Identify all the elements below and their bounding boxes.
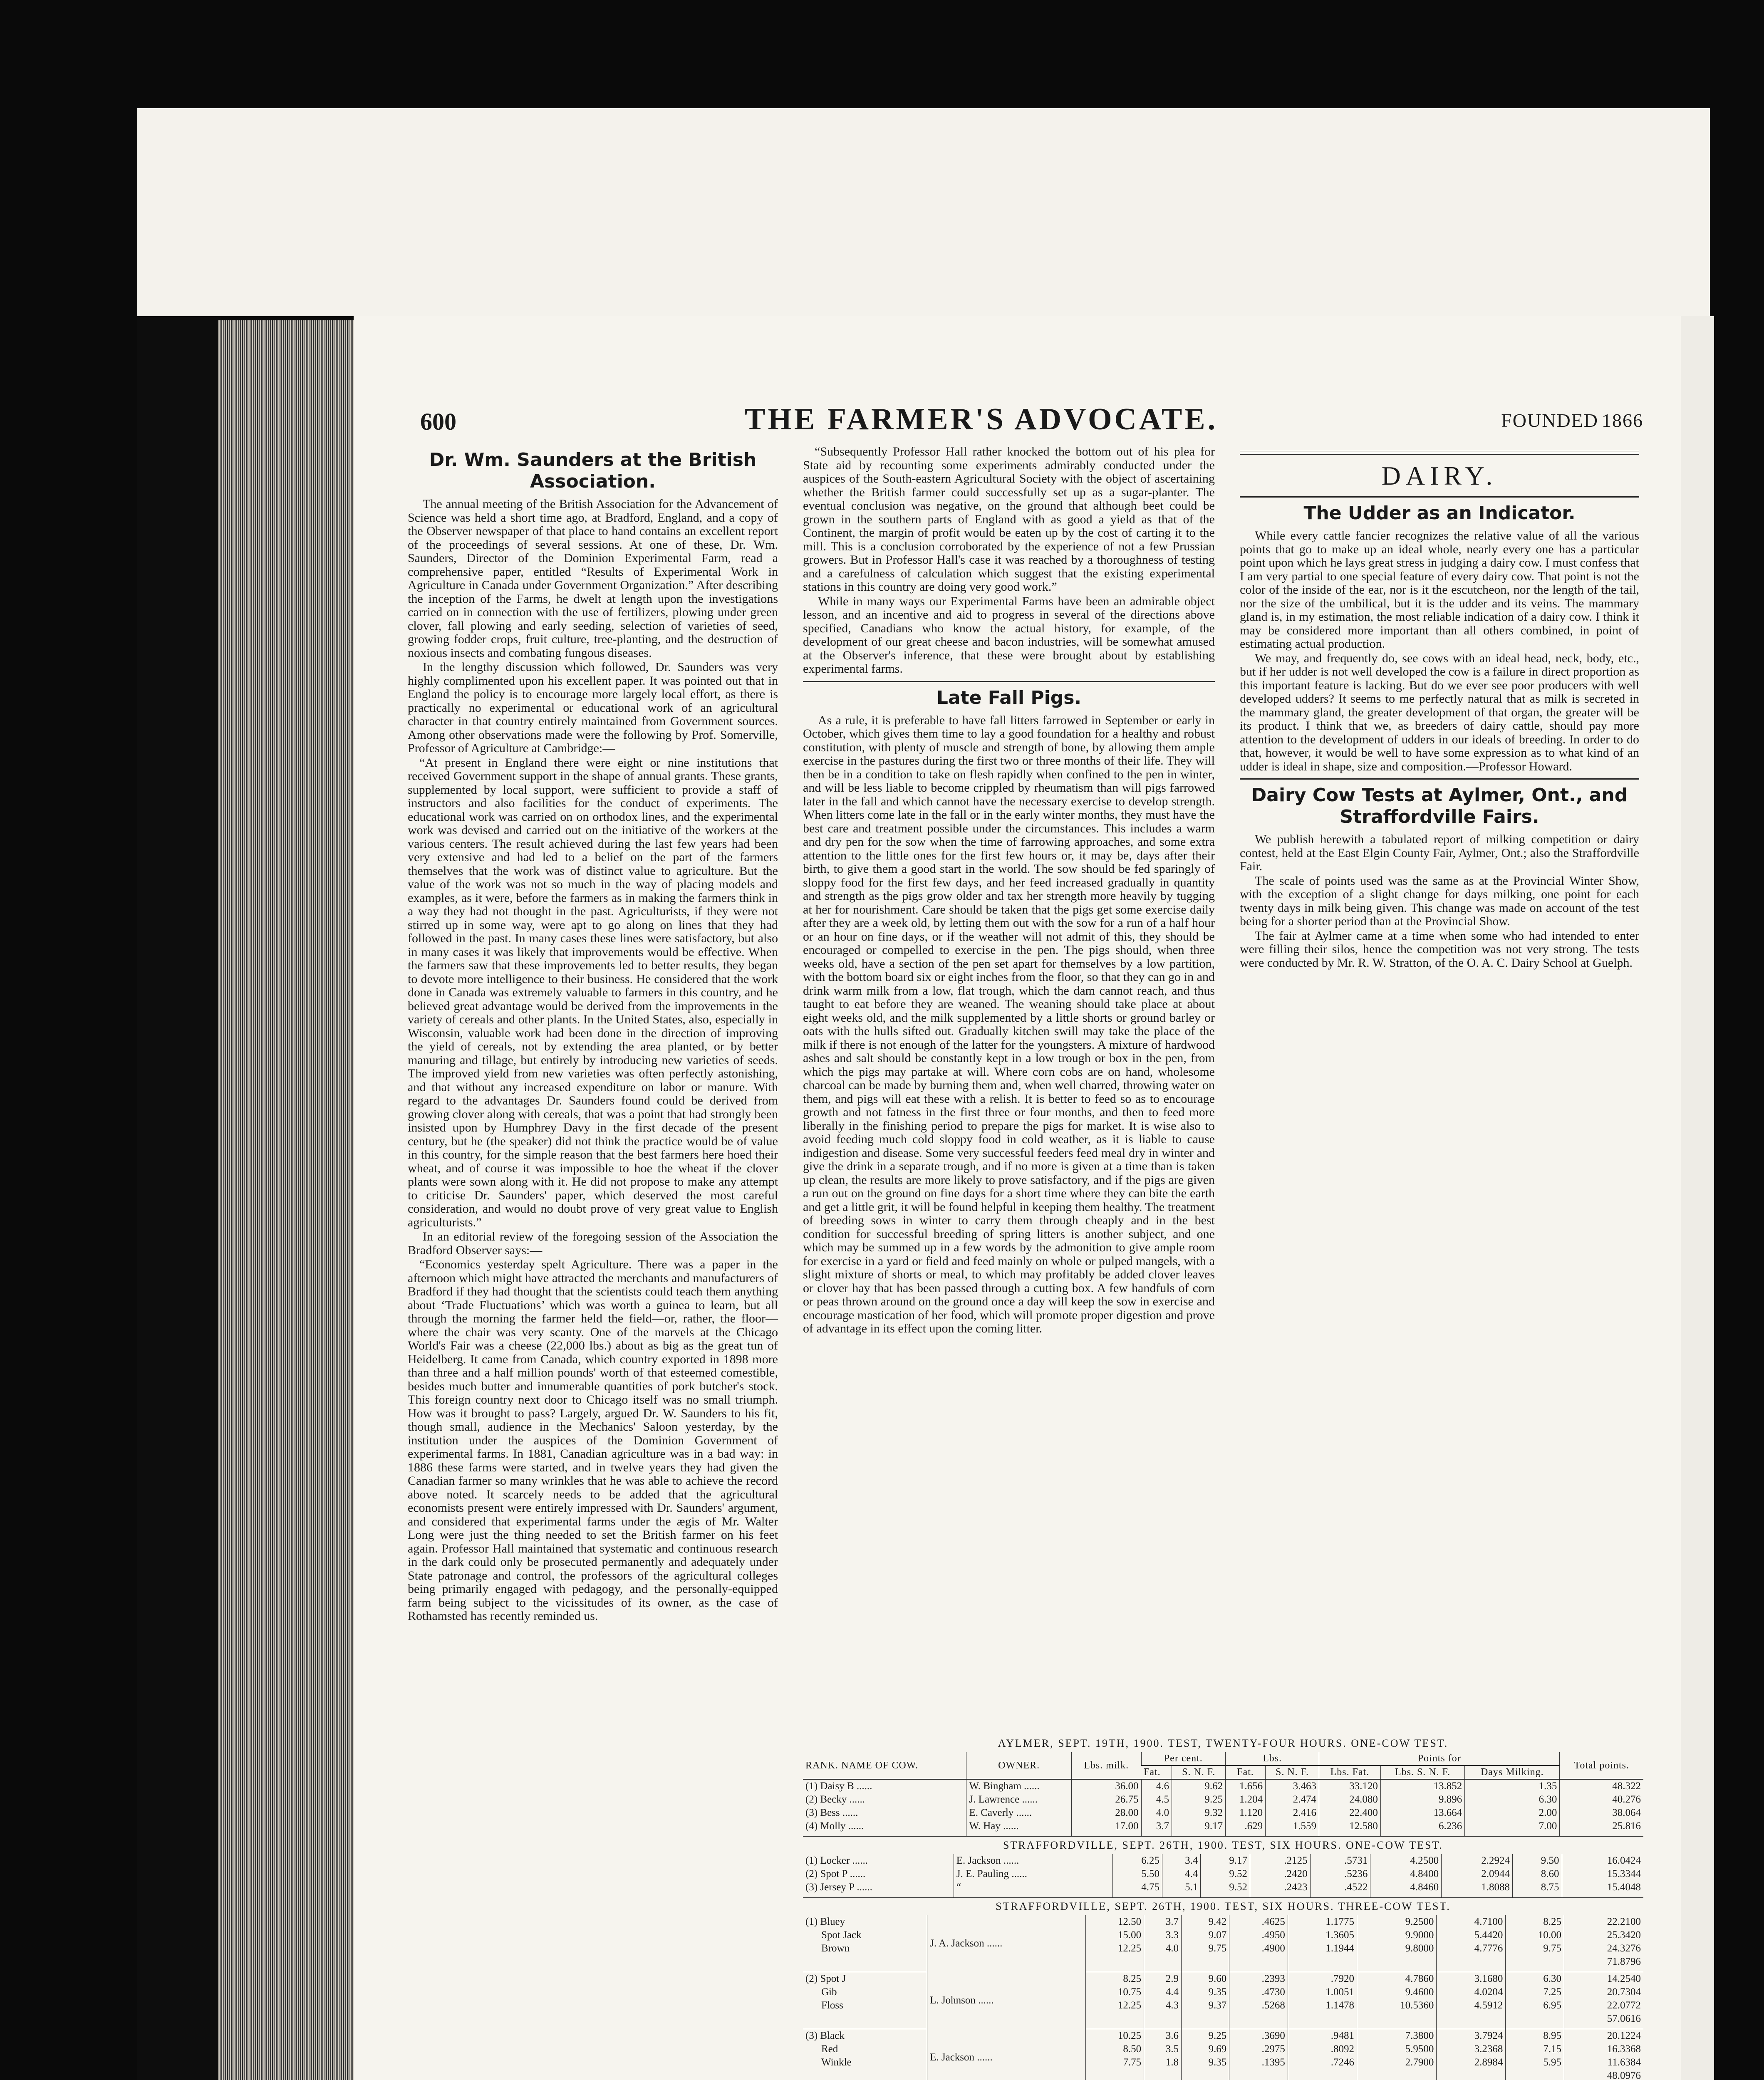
table-body [803, 1854, 1643, 1898]
col-sub-days_milking: Days Milking. [1465, 1766, 1560, 1779]
table-cell: 20.7304 [1564, 1986, 1643, 1999]
table-cell: .9481 [1288, 2029, 1357, 2043]
test-caption: AYLMER, SEPT. 19TH, 1900. TEST, TWENTY-FOUR HOURS. ONE-COW TEST. [998, 1737, 1449, 1749]
table-cell [1144, 2069, 1182, 2080]
article-title-pigs: Late Fall Pigs. [936, 687, 1082, 708]
table-cell [1144, 1955, 1182, 1972]
table-cell: 3.3 [1144, 1929, 1182, 1942]
table-cell: 9.62 [1172, 1779, 1226, 1793]
table-cell: (1) Bluey [805, 1916, 845, 1927]
table-cell: W. Bingham ...... [966, 1779, 1071, 1793]
table-cell: 38.064 [1560, 1806, 1643, 1820]
table-cell: 10.75 [1085, 1986, 1144, 1999]
table-cell: 4.8460 [1370, 1881, 1442, 1898]
dairy-test-tables [803, 1735, 1643, 2080]
paragraph: In an editorial review of the foregoing session of the Association the Bradford Observer says:— [408, 1230, 778, 1257]
table-cell: .2393 [1229, 1972, 1288, 1986]
top-paper-sheet [137, 108, 1710, 316]
table-cell: .8092 [1288, 2043, 1357, 2056]
table-cell: 25.816 [1560, 1820, 1643, 1837]
founded-label: FOUNDED [1501, 410, 1598, 431]
table-cell: 9.35 [1182, 2056, 1229, 2069]
table-cell: 4.7776 [1437, 1942, 1506, 1955]
table-cell: 24.080 [1319, 1793, 1381, 1806]
table-cell: 3.6 [1144, 2029, 1182, 2043]
table-cell: 7.00 [1465, 1820, 1560, 1837]
table-cell: 16.3368 [1564, 2043, 1643, 2056]
table-cell: .4522 [1310, 1881, 1370, 1898]
table-cell: 17.00 [1071, 1820, 1141, 1837]
table-cell: 7.15 [1506, 2043, 1564, 2056]
table-row [803, 1806, 1643, 1820]
paragraph: The scale of points used was the same as at the Provincial Winter Show, with the exception of a slight change for days milking, one point for each twenty days in milk being given. This change was made on account of the test being for a shorter period than at the Provincial Show. [1240, 874, 1639, 928]
table-cell: (1) Daisy B ...... [805, 1780, 872, 1792]
col-points-for: Points for [1319, 1752, 1560, 1766]
table-cell: 28.00 [1071, 1806, 1141, 1820]
table-cell [1182, 2012, 1229, 2029]
table-cell: 48.322 [1560, 1779, 1643, 1793]
col-per-cent: Per cent. [1141, 1752, 1226, 1766]
table-cell: .4900 [1229, 1942, 1288, 1955]
article-title-saunders: Dr. Wm. Saunders at the British Association. [429, 449, 757, 492]
table-cell: 20.1224 [1564, 2029, 1643, 2043]
table-cell: 22.2100 [1564, 1915, 1643, 1929]
table-body [803, 1779, 1643, 1837]
table-cell: 8.25 [1085, 1972, 1144, 1986]
table-cell: 1.204 [1226, 1793, 1266, 1806]
table-cell: Spot Jack [821, 1929, 862, 1941]
table-cell: 22.400 [1319, 1806, 1381, 1820]
table-cell: 1.656 [1226, 1779, 1266, 1793]
table-cell: 9.17 [1172, 1820, 1226, 1837]
masthead: THE FARMER'S ADVOCATE. [745, 402, 1218, 436]
table-cell: 4.0204 [1437, 1986, 1506, 1999]
table-row [803, 1867, 1643, 1881]
table-cell: 4.5 [1141, 1793, 1172, 1806]
table-cell: 9.32 [1172, 1806, 1226, 1820]
table-cell: 12.50 [1085, 1915, 1144, 1929]
table-cell [1144, 2012, 1182, 2029]
table-cell: 12.580 [1319, 1820, 1381, 1837]
table-cell: (3) Black [805, 2030, 845, 2041]
table-cell [1182, 1955, 1229, 1972]
table-cell [1437, 1955, 1506, 1972]
table-cell: 8.75 [1512, 1881, 1562, 1898]
table-cell: 9.896 [1380, 1793, 1464, 1806]
table-cell: 3.7 [1141, 1820, 1172, 1837]
table-cell [1085, 2012, 1144, 2029]
table-cell [1085, 2069, 1144, 2080]
table-cell: 4.0 [1141, 1806, 1172, 1820]
table-cell [1229, 1955, 1288, 1972]
table-cell: 3.7924 [1437, 2029, 1506, 2043]
table-cell: 9.8000 [1357, 1942, 1436, 1955]
table-cell: .4625 [1229, 1915, 1288, 1929]
table-cell: 9.25 [1172, 1793, 1226, 1806]
table-cell: .4730 [1229, 1986, 1288, 1999]
table-cell: (3) Bess ...... [805, 1807, 858, 1818]
table-cell: 4.7860 [1357, 1972, 1436, 1986]
table-cell: .5731 [1310, 1854, 1370, 1867]
table-cell: 4.3 [1144, 1999, 1182, 2012]
table-cell: 15.00 [1085, 1929, 1144, 1942]
table-cell: 36.00 [1071, 1779, 1141, 1793]
table-cell: 5.50 [1113, 1867, 1162, 1881]
col-lbs-milk: Lbs. milk. [1071, 1752, 1141, 1779]
table-straffordville-one-cow [803, 1854, 1643, 1898]
table-cell: 6.30 [1465, 1793, 1560, 1806]
table-cell: 9.60 [1182, 1972, 1229, 1986]
table-cell: 2.9 [1144, 1972, 1182, 1986]
table-cell: 1.1944 [1288, 1942, 1357, 1955]
table-cell: W. Hay ...... [966, 1820, 1071, 1837]
table-cell: (2) Spot J [805, 1973, 846, 1984]
table-cell: 11.6384 [1564, 2056, 1643, 2069]
table-cell: 7.3800 [1357, 2029, 1436, 2043]
table-cell: 3.463 [1266, 1779, 1319, 1793]
table-cell [803, 2069, 927, 2080]
table-cell: 1.35 [1465, 1779, 1560, 1793]
table-cell: 9.4600 [1357, 1986, 1436, 1999]
table-cell: 3.7 [1144, 1915, 1182, 1929]
table-cell: .7920 [1288, 1972, 1357, 1986]
table-cell: 8.25 [1506, 1915, 1564, 1929]
paragraph: While in many ways our Experimental Farms have been an admirable object lesson, and an incentive and aid to progress in several of the directions above specified, Canadians who know the actual history, for example, of the development of our great cheese and bacon industries, will be somewhat amused at the Observer's inference, that these were brought about by establishing experimental farms. [803, 594, 1215, 676]
table-cell: 3.4 [1162, 1854, 1200, 1867]
table-cell: 9.9000 [1357, 1929, 1436, 1942]
table-cell: .629 [1226, 1820, 1266, 1837]
column-3 [1240, 445, 1639, 1548]
divider [1240, 496, 1639, 498]
divider [1240, 451, 1639, 455]
table-cell: 22.0772 [1564, 1999, 1643, 2012]
col-lbs: Lbs. [1226, 1752, 1319, 1766]
table-cell: 25.3420 [1564, 1929, 1643, 1942]
table-cell: 4.5912 [1437, 1999, 1506, 2012]
table-row [803, 1854, 1643, 1867]
table-cell: L. Johnson ...... [927, 1972, 1085, 2029]
table-cell: 16.0424 [1562, 1854, 1643, 1867]
table-cell: 1.559 [1266, 1820, 1319, 1837]
article-title-udder: The Udder as an Indicator. [1303, 503, 1576, 524]
table-cell [1357, 1955, 1436, 1972]
table-cell: 40.276 [1560, 1793, 1643, 1806]
table-cell: 9.75 [1506, 1942, 1564, 1955]
table-cell: 10.5360 [1357, 1999, 1436, 2012]
table-cell: 2.2924 [1442, 1854, 1513, 1867]
table-cell: .4950 [1229, 1929, 1288, 1942]
table-cell: 7.75 [1085, 2056, 1144, 2069]
table-cell [1229, 2012, 1288, 2029]
paragraph: We may, and frequently do, see cows with an ideal head, neck, body, etc., but if her udder is not well developed the cow is a failure in direct proportion as this important feature is lacking. But do we ever see poor producers with well developed udders? It seems to me perfectly natural that as milk is secreted in the mammary gland, the greater development of that organ, the greater will be its product. I think that we, as breeders of dairy cattle, should pay more attention to the development of udders in our ideals of breeding. In order to do that, however, it would be well to have some expression as to what kind of an udder is ideal in shape, size and composition.—Professor Howard. [1240, 651, 1639, 773]
paragraph: In the lengthy discussion which followed, Dr. Saunders was very highly complimented upon his excellent paper. It was pointed out that in England the policy is to encourage more largely local effort, as there is practically no experimental or educational work of an agricultural character in that country entirely maintained from Government sources. Among other observations made were the following by Prof. Somerville, Professor of Agriculture at Cambridge:— [408, 660, 778, 755]
table-cell [1288, 1955, 1357, 1972]
table-cell: 9.17 [1201, 1854, 1250, 1867]
table-cell [1506, 1955, 1564, 1972]
col-sub-snf: S. N. F. [1266, 1766, 1319, 1779]
col-total-points: Total points. [1560, 1752, 1643, 1779]
table-cell: 6.25 [1113, 1854, 1162, 1867]
table-cell: 9.75 [1182, 1942, 1229, 1955]
column-2 [803, 445, 1215, 1756]
table-cell [1357, 2012, 1436, 2029]
table-cell: Brown [821, 1943, 850, 1954]
table-cell: 9.50 [1512, 1854, 1562, 1867]
table-cell: 12.25 [1085, 1999, 1144, 2012]
table-row [803, 1972, 1643, 1986]
table-row [803, 2029, 1643, 2043]
table-cell: 2.8984 [1437, 2056, 1506, 2069]
table-cell [1085, 1955, 1144, 1972]
table-cell: 2.0944 [1442, 1867, 1513, 1881]
table-cell [1288, 2012, 1357, 2029]
table-cell [803, 1955, 927, 1972]
column-1 [408, 445, 778, 2018]
group-total: 71.8796 [1564, 1955, 1643, 1972]
table-cell: 5.4420 [1437, 1929, 1506, 1942]
table-cell: .2125 [1250, 1854, 1310, 1867]
divider [803, 681, 1215, 682]
table-cell: 5.95 [1506, 2056, 1564, 2069]
paragraph: The fair at Aylmer came at a time when some who had intended to enter were filling their silos, hence the competition was not very strong. The tests were conducted by Mr. R. W. Stratton, of the O. A. C. Dairy School at Guelph. [1240, 929, 1639, 970]
paragraph: “At present in England there were eight or nine institutions that received Government support in the shape of annual grants. These grants, supplemented by local support, were sufficient to provide a staff of instructors and also facilities for the conduct of experiments. The educational work was carried on on orthodox lines, and the experimental work was devised and carried out on the initiative of the workers at the various centers. The result achieved during the last few years had been very extensive and had led to a belief on the part of the farmers themselves that the work was of distinct value to agriculture. But the value of the work was not so much in the way of placing models and examples, as it were, before the farmers as in making the farmers think in a way they had not thought in the past. Agriculturists, if they were not stirred up in some way, were apt to go along on lines that they had followed in the past. In many cases these lines were satisfactory, but also in many cases it was likely that improvements would be effective. When the farmers saw that these improvements led to better results, they began to devote more intelligence to their business. He considered that the work done in Canada was extremely valuable to farmers in this country, and he believed great advantage would be derived from the improvements in the variety of cereals and other plants. In the United States, also, especially in Wisconsin, valuable work had been done in the direction of improving the yield of cereals, not by extending the area planted, or by better manuring and tillage, but entirely by introducing new varieties of seeds. The improved yield from new varieties was often perfectly astonishing, and that without any increased expenditure on labor or manure. With regard to the advantages Dr. Saunders found could be derived from growing clover along with cereals, that was a point that had strongly been insisted upon by Humphrey Davy in the first decade of the present century, but he (the speaker) did not think the practice would be of value in this country, for the simple reason that the best farmers here hoed their wheat, and of course it was impossible to hoe the wheat if the clover plants were sown along with it. He did not propose to make any attempt to criticise Dr. Saunders' paper, which deserved the most careful consideration, and would no doubt prove of very great value to English agriculturists.” [408, 755, 778, 1229]
table-cell: 7.25 [1506, 1986, 1564, 1999]
table-cell: 9.52 [1201, 1867, 1250, 1881]
table-cell: .2420 [1250, 1867, 1310, 1881]
table-cell: E. Jackson ...... [954, 1854, 1113, 1867]
table-cell: Gib [821, 1986, 837, 1998]
table-aylmer [803, 1752, 1643, 1837]
table-cell: 13.664 [1380, 1806, 1464, 1820]
section-heading-dairy: DAIRY. [1381, 461, 1498, 490]
paragraph: As a rule, it is preferable to have fall litters farrowed in September or early in October, which gives them time to lay a good foundation for a healthy and robust constitution, with plenty of muscle and strength of bone, by allowing them ample exercise in the pastures during the first two or three months of their life. They will then be in a condition to take on flesh rapidly when confined to the pen in winter, and will be less liable to become crippled by rheumatism than will pigs farrowed later in the fall and which cannot have the necessary exercise to develop strength. When litters come late in the fall or in the early winter months, they must have the best care and treatment possible under the circumstances. This includes a warm and dry pen for the sow when the time of farrowing approaches, and some extra attention to the little ones for the first few hours or, it may be, days after their birth, to give them a good start in the world. The sow should be fed sparingly of sloppy food for the first few days, and her feed increased gradually in quantity and strength as the pigs grow older and tax her strength more heavily by tugging at her for nourishment. Care should be taken that the pigs get some exercise daily after they are a week old, by letting them out with the sow for a run of a half hour or an hour on fine days, or if the weather will not admit of this, they should be encouraged or compelled to exercise in the pen. The pigs should, when three weeks old, have a section of the pen set apart for themselves by a low partition, with the bottom board six or eight inches from the floor, so that they can go in and drink warm milk from a low, flat trough, which the dam cannot reach, and thus taught to eat before they are weaned. The weaning should take place at about eight weeks old, and the milk supplemented by a little shorts or ground barley or oats with the hulls sifted out. Gradually kitchen swill may take the place of the milk if there is not enough of the latter for the youngsters. A mixture of hardwood ashes and salt should be constantly kept in a low trough or box in the pen, from which the pigs may partake at will. Where corn cobs are on hand, wholesome charcoal can be made by burning them and, when well charred, throwing water on them, and pigs will eat these with a relish. It is better to feed so as to encourage growth and not fatness in the first three or four months, and then to feed more liberally in the finishing period to prepare the pigs for market. It is wise also to avoid feeding much cold sloppy food in cold weather, as it is liable to cause indigestion and disease. Some very successful feeders feed meal dry in winter and give the drink in a separate trough, and if no more is given at a time than is taken up clean, the results are more likely to prove satisfactory, and if the pigs are given a run out on the ground on fine days for a short time where they can bite the earth and get a little grit, it will be found helpful in keeping them healthy. The treatment of breeding sows in winter to carry them through cheaply and in the best condition for successful breeding of spring litters is another subject, and one which may be summed up in a few words by the admonition to give ample room for exercise in a yard or field and feed mainly on whole or pulped mangels, with a slight mixture of shorts or meal, to which may profitably be added clover leaves or clover hay that has been passed through a cutting box. A few handfuls of corn or peas thrown around on the ground once a day will keep the sow in exercise and encourage mastication of her food, which will promote proper digestion and prove of advantage in its effect upon the coming litter. [803, 713, 1215, 1335]
col-owner: OWNER. [966, 1752, 1071, 1779]
table-cell: .7246 [1288, 2056, 1357, 2069]
table-cell [1506, 2069, 1564, 2080]
article-title-dairy-tests: Dairy Cow Tests at Aylmer, Ont., and Straffordville Fairs. [1251, 785, 1628, 827]
table-row [803, 1793, 1643, 1806]
table-cell: “ [954, 1881, 1113, 1898]
table-cell: E. Caverly ...... [966, 1806, 1071, 1820]
table-cell: (2) Becky ...... [805, 1794, 865, 1805]
col-sub-fat: Fat. [1226, 1766, 1266, 1779]
table-cell: 8.60 [1512, 1867, 1562, 1881]
table-cell: 5.9500 [1357, 2043, 1436, 2056]
table-cell: Floss [821, 2000, 843, 2011]
table-cell: 1.0051 [1288, 1986, 1357, 1999]
table-cell: (1) Locker ...... [805, 1855, 868, 1866]
table-cell [1437, 2069, 1506, 2080]
table-cell: (4) Molly ...... [803, 1820, 966, 1837]
test-caption: STRAFFORDVILLE, SEPT. 26TH, 1900. TEST, SIX HOURS. ONE-COW TEST. [1003, 1839, 1443, 1851]
table-cell: 13.852 [1380, 1779, 1464, 1793]
table-cell: 6.95 [1506, 1999, 1564, 2012]
table-cell: 4.0 [1144, 1942, 1182, 1955]
table-cell: 4.75 [1113, 1881, 1162, 1898]
table-cell: (3) Jersey P ...... [803, 1881, 954, 1898]
col-sub-lbs_snf: Lbs. S. N. F. [1380, 1766, 1464, 1779]
page-header [420, 399, 1643, 445]
table-cell [1229, 2069, 1288, 2080]
table-cell: 2.416 [1266, 1806, 1319, 1820]
col-sub-fat: Fat. [1141, 1766, 1172, 1779]
table-cell: 1.8088 [1442, 1881, 1513, 1898]
book-page-edges [218, 320, 356, 2080]
table-cell: 4.4 [1162, 1867, 1200, 1881]
table-cell [1506, 2012, 1564, 2029]
table-cell: 9.52 [1201, 1881, 1250, 1898]
table-header [803, 1752, 1643, 1779]
paragraph: The annual meeting of the British Association for the Advancement of Science was held a short time ago, at Bradford, England, and a copy of the Observer newspaper of that place to hand contains an excellent report of the proceedings of several sessions. At one of these, Dr. Wm. Saunders, Director of the Dominion Experimental Farm, read a comprehensive paper, entitled “Results of Experimental Work in Agriculture in Canada under Government Organization.” After describing the inception of the Farms, he dwelt at length upon the investigations carried on in connection with the use of fertilizers, plowing under green clover, fall plowing and early seeding, selection of varieties of seed, growing fodder crops, fruit culture, tree-planting, and the destruction of noxious insects and combating fungous diseases. [408, 497, 778, 660]
table-cell: 9.2500 [1357, 1915, 1436, 1929]
paragraph: “Subsequently Professor Hall rather knocked the bottom out of his plea for State aid by recounting some experiments admirably conducted under the auspices of the South-eastern Agricultural Society with the object of ascertaining whether the British farmer could successfully set up as a sugar-planter. The eventual conclusion was negative, on the ground that although beet could be grown in the southern parts of England with as good a yield as that of the Continent, the margin of profit would be eaten up by the cost of carting it to the mill. This is a conclusion corroborated by the experience of not a few Prussian growers. But in Professor Hall's case it was reached by a thoroughness of testing and a carefulness of calculation which suggest that the existing experimental stations in this country are doing very good work.” [803, 445, 1215, 594]
table-cell: (2) Spot P ...... [805, 1868, 866, 1879]
newspaper-page [354, 316, 1681, 2080]
scan-background [1714, 108, 1764, 2080]
table-cell: J. E. Pauling ...... [954, 1867, 1113, 1881]
table-cell: 1.3605 [1288, 1929, 1357, 1942]
founded-year: 1866 [1602, 410, 1643, 431]
table-cell: 9.69 [1182, 2043, 1229, 2056]
table-cell: 4.7100 [1437, 1915, 1506, 1929]
table-cell: J. A. Jackson ...... [927, 1915, 1085, 1972]
table-cell: 10.00 [1506, 1929, 1564, 1942]
founded-note [1501, 409, 1643, 431]
table-cell: 14.2540 [1564, 1972, 1643, 1986]
table-cell: 1.1775 [1288, 1915, 1357, 1929]
table-cell: 6.236 [1380, 1820, 1464, 1837]
table-cell: 2.474 [1266, 1793, 1319, 1806]
paragraph: We publish herewith a tabulated report of milking competition or dairy contest, held at the East Elgin County Fair, Aylmer, Ont.; also the Straffordville Fair. [1240, 832, 1639, 873]
page-number: 600 [420, 408, 456, 435]
table-cell: 4.6 [1141, 1779, 1172, 1793]
table-body [803, 1915, 1643, 2080]
table-cell: 26.75 [1071, 1793, 1141, 1806]
table-cell: Red [821, 2043, 838, 2055]
table-cell [1288, 2069, 1357, 2080]
table-cell: 10.25 [1085, 2029, 1144, 2043]
table-cell: 24.3276 [1564, 1942, 1643, 1955]
group-total: 48.0976 [1564, 2069, 1643, 2080]
table-row [803, 1881, 1643, 1898]
table-row [803, 1915, 1643, 1929]
col-rank: RANK. NAME OF COW. [803, 1752, 966, 1779]
table-cell: E. Jackson ...... [927, 2029, 1085, 2080]
divider [1240, 778, 1639, 780]
table-cell: 4.8400 [1370, 1867, 1442, 1881]
table-cell [1357, 2069, 1436, 2080]
table-cell: 1.120 [1226, 1806, 1266, 1820]
table-cell: 9.35 [1182, 1986, 1229, 1999]
table-cell: 9.37 [1182, 1999, 1229, 2012]
table-cell [1182, 2069, 1229, 2080]
table-cell: .3690 [1229, 2029, 1288, 2043]
table-cell: Winkle [821, 2057, 852, 2068]
table-cell: 3.1680 [1437, 1972, 1506, 1986]
table-cell: 15.3344 [1562, 1867, 1643, 1881]
header-row [803, 1752, 1643, 1766]
group-total: 57.0616 [1564, 2012, 1643, 2029]
table-cell: 9.07 [1182, 1929, 1229, 1942]
table-cell: 1.1478 [1288, 1999, 1357, 2012]
table-cell: J. Lawrence ...... [966, 1793, 1071, 1806]
table-cell: 5.1 [1162, 1881, 1200, 1898]
table-cell: .5236 [1310, 1867, 1370, 1881]
table-cell: 12.25 [1085, 1942, 1144, 1955]
table-straffordville-three-cow [803, 1915, 1643, 2080]
table-cell: 9.25 [1182, 2029, 1229, 2043]
table-cell: 8.95 [1506, 2029, 1564, 2043]
table-cell: 3.5 [1144, 2043, 1182, 2056]
table-cell [803, 2012, 927, 2029]
test-caption: STRAFFORDVILLE, SEPT. 26TH, 1900. TEST, SIX HOURS. THREE-COW TEST. [996, 1900, 1451, 1912]
table-cell: 9.42 [1182, 1915, 1229, 1929]
table-cell: 4.2500 [1370, 1854, 1442, 1867]
facing-page-strip [1681, 316, 1714, 2080]
table-row [803, 1779, 1643, 1793]
table-cell: 1.8 [1144, 2056, 1182, 2069]
table-cell: .5268 [1229, 1999, 1288, 2012]
paragraph: While every cattle fancier recognizes the relative value of all the various points that go to make up an ideal whole, nearly every one has a particular point upon which he lays great stress in judging a dairy cow. I must confess that I am very partial to one special feature of every dairy cow. That point is not the color of the inside of the ear, nor is it the escutcheon, nor the length of the tail, nor the size of the umbilical, but it is the udder and its veins. The mammary gland is, in my estimation, the most reliable indication of a dairy cow. I think it may be considered more important than all others combined, in point of estimating actual production. [1240, 529, 1639, 651]
table-cell: 15.4048 [1562, 1881, 1643, 1898]
table-cell: 2.00 [1465, 1806, 1560, 1820]
paragraph: “Economics yesterday spelt Agriculture. There was a paper in the afternoon which might have attracted the merchants and manufacturers of Bradford if they had thought that the scientists could teach them anything about ‘Trade Fluctuations’ which was worth a guinea to learn, but all through the morning the farmer held the field—or, rather, the floor—where the chair was very scanty. One of the marvels at the Chicago World's Fair was a cheese (22,000 lbs.) about as big as the great tun of Heidelberg. It came from Canada, which country exported in 1898 more than three and a half million pounds' worth of that esteemed comestible, besides much butter and innumerable quantities of pork butcher's stock. This foreign country next door to Chicago itself was no small triumph. How was it brought to pass? Largely, argued Dr. W. Saunders to his fit, though small, audience in the Mechanics' Saloon yesterday, by the institution under the auspices of the Dominion Government of experimental farms. In 1881, Canadian agriculture was in a bad way: in 1886 these farms were started, and in twelve years they had given the Canadian farmer so many wrinkles that he was able to achieve the record above noted. It scarcely needs to be added that the agricultural economists present were entirely impressed with Dr. Saunders' argument, and considered that experimental farms under the ægis of Mr. Walter Long were just the thing needed to set the British farmer on his feet again. Professor Hall maintained that systematic and continuous research in the dark could only be prosecuted permanently and adequately under State patronage and control, the professors of the agricultural colleges being primarily engaged with pedagogy, and the personally-equipped farm being subject to the vicissitudes of its owner, as the case of Rothamsted has recently reminded us. [408, 1258, 778, 1623]
book-cover [137, 316, 220, 2080]
table-cell: 8.50 [1085, 2043, 1144, 2056]
table-cell: .2975 [1229, 2043, 1288, 2056]
table-cell: 2.7900 [1357, 2056, 1436, 2069]
table-cell: 6.30 [1506, 1972, 1564, 1986]
table-cell: 4.4 [1144, 1986, 1182, 1999]
table-cell: 3.2368 [1437, 2043, 1506, 2056]
table-cell: .1395 [1229, 2056, 1288, 2069]
col-sub-snf: S. N. F. [1172, 1766, 1226, 1779]
table-cell: .2423 [1250, 1881, 1310, 1898]
table-cell: 33.120 [1319, 1779, 1381, 1793]
col-sub-lbs_fat: Lbs. Fat. [1319, 1766, 1381, 1779]
table-row [803, 1820, 1643, 1837]
table-cell [1437, 2012, 1506, 2029]
